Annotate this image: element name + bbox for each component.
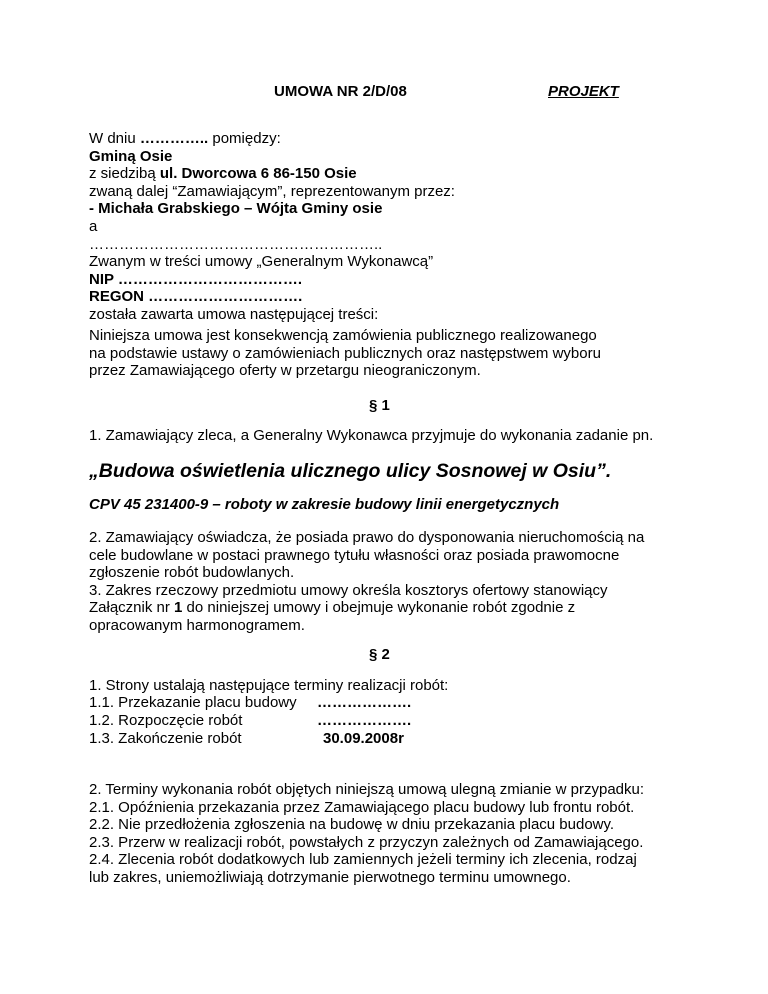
- and-line: a: [89, 217, 98, 235]
- term-value: ……………….: [317, 694, 412, 711]
- p2-line: 2. Zamawiający oświadcza, że posiada prawo do dysponowania nieruchomością na: [89, 529, 645, 546]
- p3-line: Załącznik nr 1 do niniejszej umowy i obejmuje wykonanie robót zgodnie z: [89, 599, 576, 617]
- date-line: W dniu ………….. pomiędzy:: [89, 130, 281, 147]
- p2-line: zgłoszenie robót budowlanych.: [89, 564, 295, 582]
- term-label: 1.3. Zakończenie robót: [89, 730, 242, 747]
- gmina-name: Gminą Osie: [89, 147, 173, 165]
- change-line: 2.1. Opóźnienia przekazania przez Zamawiającego placu budowy lub frontu robót.: [89, 798, 635, 816]
- term-value: 30.09.2008r: [323, 730, 404, 747]
- task-title: „Budowa oświetlenia ulicznego ulicy Sosnowej w Osiu”.: [89, 460, 612, 482]
- term-label: 1.2. Rozpoczęcie robót: [89, 712, 243, 729]
- term-value: ……………….: [317, 712, 412, 729]
- change-line: 2.3. Przerw w realizacji robót, powstałych z przyczyn zależnych od Zamawiającego.: [89, 833, 644, 851]
- regon-line: REGON ………………………….: [89, 288, 303, 306]
- section-2-intro: 1. Strony ustalają następujące terminy realizacji robót:: [89, 677, 449, 694]
- cpv-code: CPV 45 231400-9 – roboty w zakresie budowy linii energetycznych: [89, 496, 560, 513]
- change-line: 2. Terminy wykonania robót objętych niniejszą umową ulegną zmianie w przypadku:: [89, 781, 645, 798]
- intro-paragraph: [89, 327, 601, 380]
- section-1-p1: 1. Zamawiający zleca, a Generalny Wykonawca przyjmuje do wykonania zadanie pn.: [89, 427, 654, 444]
- nip-line: NIP ……………………………….: [89, 270, 303, 288]
- contract-title: UMOWA NR 2/D/08: [274, 83, 407, 100]
- section-2-heading: § 2: [369, 646, 390, 663]
- contractor-line: Zwanym w treści umowy „Generalnym Wykonawcą”: [89, 253, 434, 271]
- intro-line: na podstawie ustawy o zamówieniach publicznych oraz następstwem wyboru: [89, 344, 601, 362]
- concluded-line: została zawarta umowa następującej treści:: [89, 305, 379, 323]
- draft-label: PROJEKT: [548, 83, 619, 100]
- change-line: lub zakres, uniemożliwiają dotrzymanie pierwotnego terminu umownego.: [89, 868, 571, 886]
- p3-line: 3. Zakres rzeczowy przedmiotu umowy określa kosztorys ofertowy stanowiący: [89, 581, 608, 599]
- called-line: zwaną dalej “Zamawiającym”, reprezentowanym przez:: [89, 182, 455, 200]
- section-1-p2: [89, 529, 644, 635]
- p2-line: cele budowlane w postaci prawnego tytułu własności oraz posiada prawomocne: [89, 546, 620, 564]
- term-label: 1.1. Przekazanie placu budowy: [89, 694, 297, 711]
- p3-line: opracowanym harmonogramem.: [89, 616, 305, 634]
- representative-line: - Michała Grabskiego – Wójta Gminy osie: [89, 200, 383, 218]
- seat-line: z siedzibą ul. Dworcowa 6 86-150 Osie: [89, 165, 357, 183]
- parties-block: [89, 130, 455, 324]
- section-2-changes: [89, 781, 644, 887]
- change-line: 2.4. Zlecenia robót dodatkowych lub zamiennych jeżeli terminy ich zlecenia, rodzaj: [89, 851, 637, 869]
- intro-line: przez Zamawiającego oferty w przetargu nieograniczonym.: [89, 362, 481, 380]
- section-1-heading: § 1: [369, 397, 390, 414]
- contractor-dots: …………………………………………………..: [89, 235, 383, 253]
- change-line: 2.2. Nie przedłożenia zgłoszenia na budowę w dniu przekazania placu budowy.: [89, 816, 615, 834]
- intro-line: Niniejsza umowa jest konsekwencją zamówienia publicznego realizowanego: [89, 327, 597, 344]
